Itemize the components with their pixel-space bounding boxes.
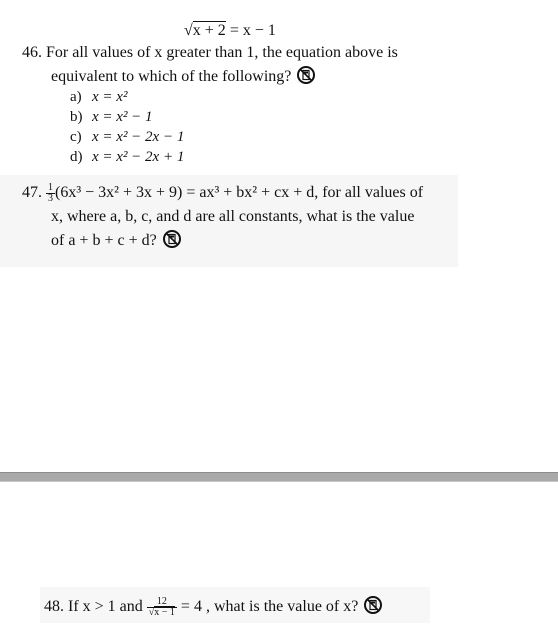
question-46 <box>22 42 398 63</box>
answer-choices-46 <box>70 87 184 167</box>
fraction-one-third: $\frac{1}{3}$ <box>48 181 53 204</box>
question-text-line1: (6x³ − 3x² + 3x + 9) = ax³ + bx² + cx + d, for all values of <box>55 184 424 201</box>
question-46-line2 <box>51 66 315 87</box>
question-47 <box>22 182 423 204</box>
page-lower <box>0 482 558 644</box>
question-text-after: = 4 , what is the value of x? <box>180 598 359 615</box>
question-text-line1: For all values of x greater than 1, the equation above is <box>46 44 398 61</box>
choice-d: d) x = x² − 2x + 1 <box>70 149 185 165</box>
no-calculator-icon <box>163 230 181 248</box>
question-text-line3: of a + b + c + d? <box>51 232 157 249</box>
choice-c: c) x = x² − 2x − 1 <box>70 129 185 145</box>
no-calculator-icon <box>364 596 382 614</box>
question-text-before: If x > 1 and <box>68 598 143 615</box>
no-calculator-icon <box>297 66 315 84</box>
question-47-line3 <box>51 230 181 251</box>
question-47-line2 <box>51 206 414 227</box>
radical-sign: √ <box>184 22 193 39</box>
fraction-12-over-root: $\frac{12}{√x - 1}$ <box>148 595 175 618</box>
question-number: 47. <box>22 184 42 201</box>
radicand: x + 2 <box>192 22 226 39</box>
question-number: 46. <box>22 44 42 61</box>
choice-a: a) x = x² <box>70 89 128 105</box>
equation-46 <box>184 22 276 40</box>
question-text-line2: equivalent to which of the following? <box>51 68 292 85</box>
question-number: 48. <box>44 598 64 615</box>
question-48 <box>44 596 382 618</box>
question-text-line2: x, where a, b, c, and d are all constants, what is the value <box>51 208 415 225</box>
equation-rhs: = x − 1 <box>225 22 276 39</box>
choice-b: b) x = x² − 1 <box>70 109 153 125</box>
page-divider <box>0 472 558 482</box>
